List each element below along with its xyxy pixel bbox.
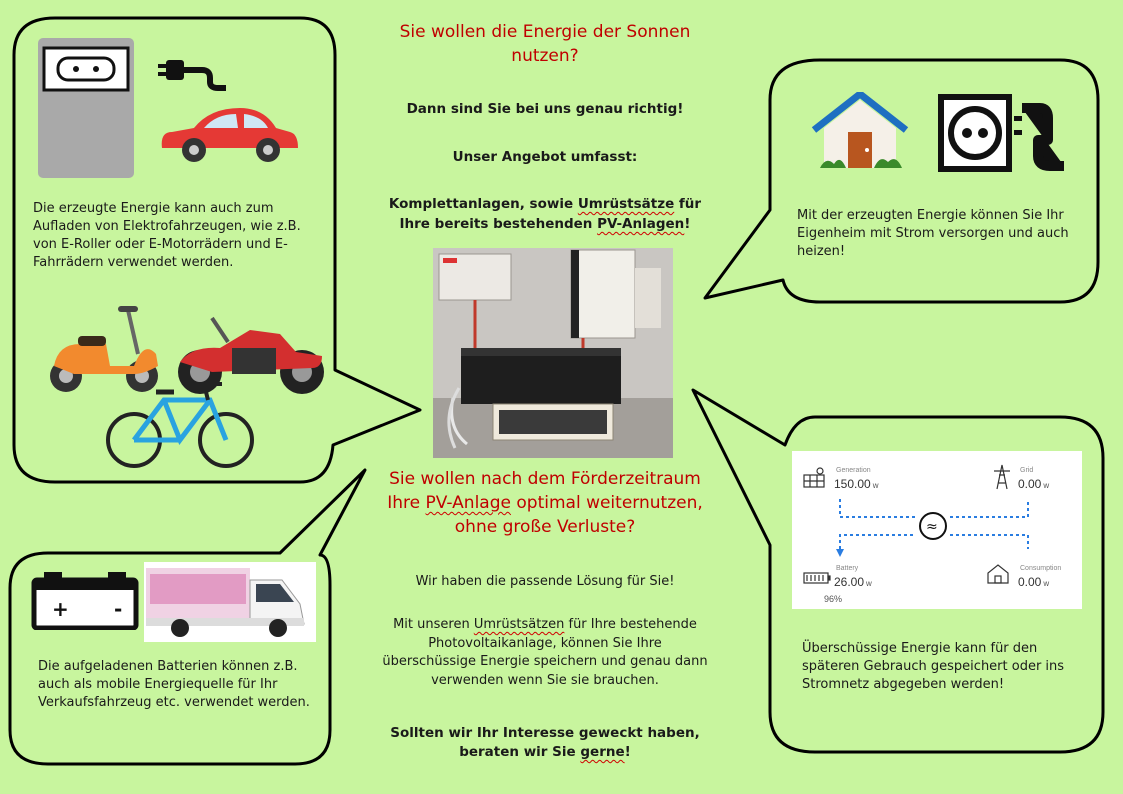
energy-flow-panel	[792, 451, 1082, 609]
house-icon	[810, 92, 910, 170]
socket-plug-icon	[938, 94, 1072, 172]
headline-1	[355, 20, 735, 68]
interesse-line-2a: beraten wir Sie	[459, 744, 581, 760]
solar-panel-icon	[804, 468, 824, 487]
svg-text:+: +	[52, 597, 69, 621]
headline-2-line-2b: PV-Anlage	[425, 493, 511, 513]
battery-icon	[804, 573, 830, 583]
komplett-text-c: für	[674, 196, 702, 212]
consumption-unit: w	[1043, 579, 1050, 588]
paragraph-umruestsaetze	[340, 616, 750, 690]
grid-label: Grid	[1020, 467, 1034, 474]
home-consumption-icon	[988, 565, 1008, 583]
interesse-line-2c: !	[624, 744, 631, 760]
headline-1-line-1: Sie wollen die Energie der Sonnen	[399, 22, 691, 42]
electric-car-icon	[158, 104, 300, 166]
generation-unit: w	[872, 481, 879, 490]
sales-truck-image	[144, 562, 316, 642]
paragraph-interesse	[345, 724, 745, 762]
generation-value	[834, 477, 878, 491]
photo-line: Photovoltaikanlage, können Sie Ihre	[428, 635, 662, 651]
charging-plug-icon	[152, 58, 232, 92]
line-loesung: Wir haben die passende Lösung für Sie!	[415, 574, 675, 589]
line-komplettanlagen	[345, 194, 745, 234]
headline-2-line-3: ohne große Verluste?	[454, 517, 636, 537]
consumption-number: 0.00	[1018, 575, 1042, 589]
bubble-bottom-right-text: Überschüssige Energie kann für den späteren Gebrauch gespeichert oder ins Stromnetz abgegeben werden!	[802, 641, 1065, 692]
generation-label: Generation	[836, 467, 871, 474]
battery-value	[834, 575, 872, 589]
headline-2-line-1: Sie wollen nach dem Förderzeitraum	[389, 469, 701, 489]
battery-label: Battery	[836, 565, 859, 572]
line-angebot: Unser Angebot umfasst:	[452, 149, 638, 165]
bubble-top-left-text: Die erzeugte Energie kann auch zum Aufladen von Elektrofahrzeugen, wie z.B. von E-Roller oder E-Motorrädern und E-Fahrrädern verwendet werden.	[33, 201, 301, 270]
svg-text:-: -	[114, 597, 123, 621]
interesse-line-1: Sollten wir Ihr Interesse geweckt haben,	[390, 725, 700, 741]
interesse-line-2b: gerne	[580, 744, 625, 760]
wall-charger-icon	[38, 38, 138, 180]
headline-2-line-2a: Ihre	[387, 493, 426, 513]
e-bike-icon	[104, 378, 256, 474]
headline-2-line-2c: optimal weiternutzen,	[510, 493, 703, 513]
bereits-text-a: Ihre bereits bestehenden	[399, 216, 598, 232]
consumption-label: Consumption	[1020, 565, 1062, 572]
bubble-bottom-left-text: Die aufgeladenen Batterien können z.B. auch als mobile Energiequelle für Ihr Verkaufsfahrzeug etc. verwendet werden.	[38, 659, 310, 710]
komplett-text-b: Umrüstsätze	[577, 196, 675, 212]
mit-text-b: Umrüstsätzen	[473, 617, 565, 632]
verw-line: verwenden wenn Sie sie brauchen.	[431, 672, 659, 688]
consumption-value	[1018, 575, 1049, 589]
grid-tower-icon	[994, 465, 1010, 489]
mit-text-a: Mit unseren	[393, 617, 474, 632]
headline-1-line-2: nutzen?	[511, 46, 579, 66]
mit-text-c: für Ihre bestehende	[564, 617, 697, 632]
ueber-line: überschüssige Energie speichern und genau dann	[382, 654, 708, 669]
komplett-text-a: Komplettanlagen, sowie	[388, 196, 578, 212]
car-battery-icon	[30, 570, 140, 630]
svg-text:≈: ≈	[926, 519, 938, 535]
bereits-text-c: !	[684, 216, 691, 232]
pv-installation-photo	[433, 248, 673, 458]
grid-unit: w	[1043, 481, 1050, 490]
bereits-text-b: PV-Anlagen	[597, 216, 685, 232]
grid-value	[1018, 477, 1049, 491]
battery-number: 26.00	[834, 575, 865, 589]
line-richtig: Dann sind Sie bei uns genau richtig!	[406, 101, 684, 117]
battery-soc: 96%	[824, 594, 843, 604]
grid-number: 0.00	[1018, 477, 1042, 491]
battery-unit: w	[866, 579, 872, 588]
bubble-top-right-text: Mit der erzeugten Energie können Sie Ihr Eigenheim mit Strom versorgen und auch heizen!	[797, 208, 1069, 259]
headline-2	[335, 467, 755, 539]
generation-number: 150.00	[834, 477, 871, 491]
